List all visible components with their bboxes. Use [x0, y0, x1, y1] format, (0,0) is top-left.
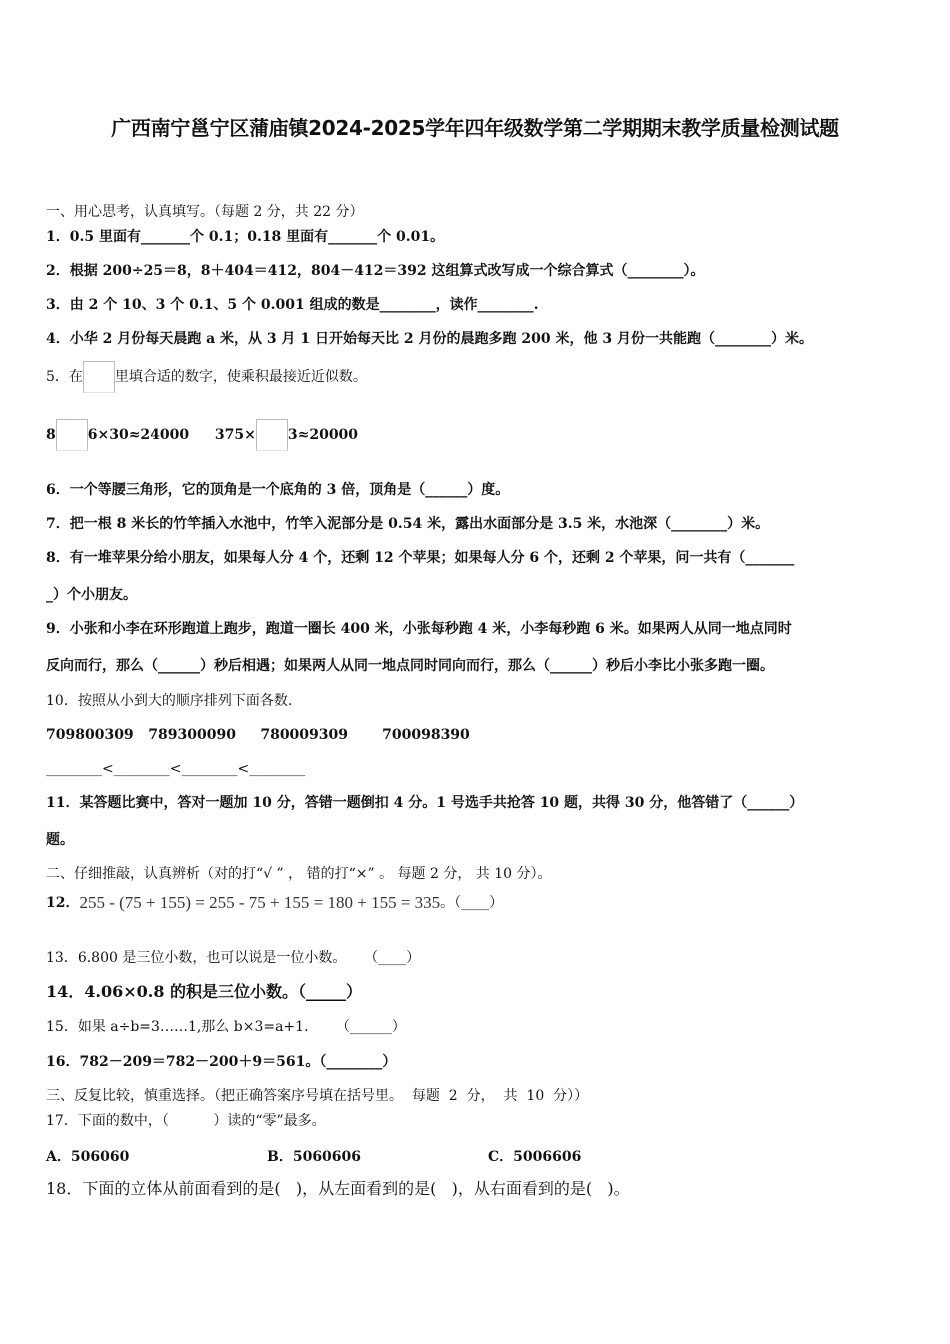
question-5-prefix: 5．在: [46, 369, 83, 385]
expr-2-prefix: 375×: [214, 427, 256, 443]
answer-box-expr-1[interactable]: [56, 419, 88, 451]
question-1: 1．0.5 里面有_______个 0.1；0.18 里面有_______个 0.01。: [46, 229, 445, 245]
question-13-text: 13．6.800 是三位小数，也可以说是一位小数。 （____）: [46, 950, 421, 966]
question-11-line-1: 11．某答题比赛中，答对一题加 10 分，答错一题倒扣 4 分。1 号选手共抢答 10 题，共得 30 分，他答错了（______）: [46, 795, 804, 811]
question-13: [46, 949, 420, 967]
expr-1-suffix: 6×30≈24000: [87, 427, 190, 443]
question-10: 10．按照从小到大的顺序排列下面各数.: [46, 693, 293, 709]
question-9-line-2: 反向而行，那么（______）秒后相遇；如果两人从同一地点同时同向而行，那么（______）秒后小李比小张多跑一圈。: [46, 658, 774, 674]
question-14: 14．4.06×0.8 的积是三位小数。（_____）: [46, 982, 363, 1001]
question-6: 6．一个等腰三角形，它的顶角是一个底角的 3 倍，顶角是（______）度。: [46, 482, 510, 498]
expr-2-suffix: 3≈20000: [287, 427, 359, 443]
question-12-label: 12．: [46, 895, 80, 911]
question-12: [46, 890, 503, 916]
answer-box[interactable]: [83, 361, 115, 393]
page-title: 广西南宁邕宁区蒲庙镇2024-2025学年四年级数学第二学期期末教学质量检测试题: [111, 116, 839, 140]
question-17: 17．下面的数中，（ ）读的“零”最多。: [46, 1113, 326, 1129]
section-1-heading: 一、用心思考，认真填写。（每题 2 分，共 22 分）: [46, 204, 364, 220]
question-18: 18．下面的立体从前面看到的是( )，从左面看到的是( )，从右面看到的是( )。: [46, 1179, 630, 1198]
expr-1-prefix: 8: [46, 427, 56, 443]
question-11-line-2: 题。: [46, 832, 74, 848]
question-5-text: 里填合适的数字，使乘积最接近近似数。: [114, 369, 367, 385]
question-5-expressions: [46, 419, 358, 451]
option-a[interactable]: A．506060: [46, 1149, 130, 1165]
question-10-blanks: ________<________<________<________: [46, 761, 306, 777]
section-3-heading: 三、反复比较，慎重选择。（把正确答案序号填在括号里。 每题 2 分， 共 10 分））: [46, 1088, 589, 1104]
question-8-line-1: 8．有一堆苹果分给小朋友，如果每人分 4 个，还剩 12 个苹果；如果每人分 6 个，还剩 2 个苹果，问一共有（_______: [46, 550, 795, 566]
question-12-answer: 。（____）: [440, 895, 504, 911]
question-15: 15．如果 a÷b=3……1,那么 b×3=a+1． （______）: [46, 1019, 406, 1035]
question-5: [46, 361, 367, 393]
section-2-heading: 二、仔细推敲，认真辨析（对的打“√ ” ， 错的打“×” 。 每题 2 分， 共 10 分）。: [46, 866, 552, 882]
answer-box-expr-2[interactable]: [256, 419, 288, 451]
question-9-line-1: 9．小张和小李在环形跑道上跑步，跑道一圈长 400 米，小张每秒跑 4 米，小李每秒跑 6 米。如果两人从同一地点同时: [46, 621, 792, 637]
option-b[interactable]: B．5060606: [267, 1149, 362, 1165]
question-16: 16．782－209＝782－200＋9＝561。（________）: [46, 1054, 397, 1070]
question-2: 2．根据 200÷25＝8，8＋404＝412，804－412＝392 这组算式改写成一个综合算式（________）。: [46, 263, 705, 279]
question-3: 3．由 2 个 10、3 个 0.1、5 个 0.001 组成的数是________，读作________.: [46, 297, 539, 313]
question-4: 4．小华 2 月份每天晨跑 a 米，从 3 月 1 日开始每天比 2 月份的晨跑多跑 200 米，他 3 月份一共能跑（________）米。: [46, 331, 813, 347]
question-10-numbers: 709800309 789300090 780009309 700098390: [46, 727, 470, 743]
question-7: 7．把一根 8 米长的竹竿插入水池中，竹竿入泥部分是 0.54 米，露出水面部分是 3.5 米，水池深（________）米。: [46, 516, 770, 532]
question-8-line-2: _）个小朋友。: [46, 587, 137, 603]
question-12-equation: 255 - (75 + 155) = 255 - 75 + 155 = 180 + 155 = 335: [79, 893, 441, 912]
option-c[interactable]: C．5006606: [488, 1149, 582, 1165]
